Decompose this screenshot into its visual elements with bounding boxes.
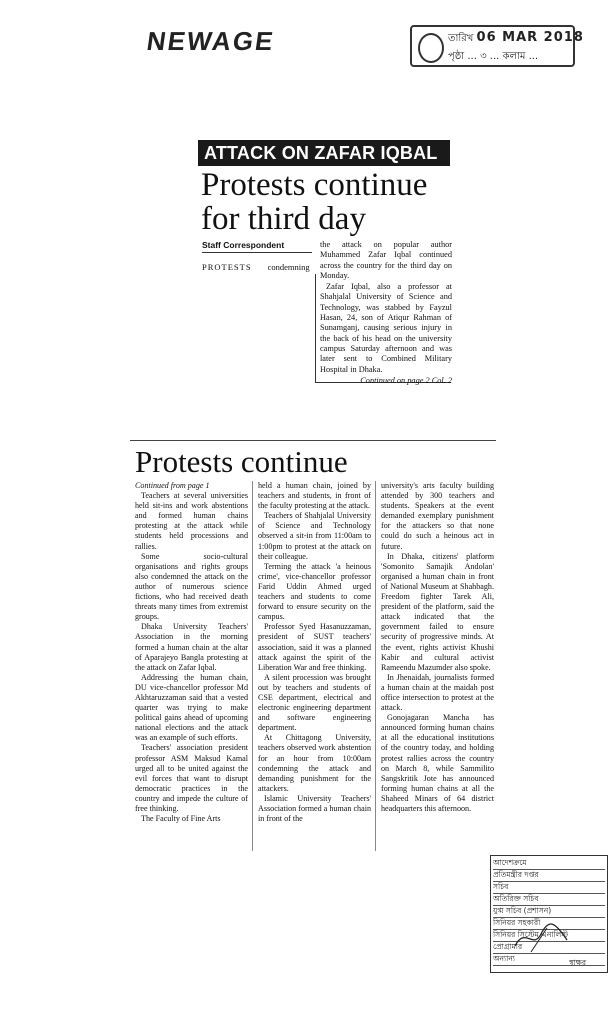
- article-paragraph: Islamic University Teachers' Association formed a human chain in front of the: [258, 793, 371, 824]
- slip-row: সিনিয়র সহকারী: [493, 917, 605, 930]
- article-paragraph: Addressing the human chain, DU vice-chancellor professor Md Akhtaruzzaman said that a vested quarter was trying to make political gains ahead of upcoming national elections and the attack was an example of such efforts.: [135, 672, 248, 743]
- article-paragraph: university's arts faculty building attended by 300 teachers and students. Speakers at the event demanded exemplary punishment for the attackers so that none could do such a heinous act in future.: [381, 481, 494, 551]
- article-paragraph: the attack on popular author Muhammed Zafar Iqbal continued across the country for the third day on Monday.: [320, 240, 452, 280]
- lead-caps: PROTESTS: [202, 262, 252, 272]
- newspaper-masthead: NEWAGE: [144, 26, 277, 56]
- article-paragraph: Some socio-cultural organisations and rights groups also condemned the attack on the author of numerous science fictions, who had received death threats many times from extremist groups.: [135, 551, 248, 622]
- article-clipping-front-page: [198, 140, 456, 390]
- article-column-3: [381, 481, 494, 814]
- column-divider: [315, 274, 316, 382]
- stamp-date: 06 MAR 2018: [476, 30, 584, 45]
- article-paragraph: Teachers of Shahjalal University of Science and Technology observed a sit-in from 11:00am to 1:00pm to protest at the attack on their colleague.: [258, 511, 371, 561]
- stamp-date-label: তারিখ: [448, 33, 474, 44]
- column-divider: [375, 481, 376, 851]
- article-column-1: [135, 481, 248, 824]
- article-clipping-continuation: [130, 440, 496, 856]
- column-divider: [252, 481, 253, 851]
- routing-slip: [490, 855, 608, 973]
- continued-from-note: Continued from page 1: [135, 481, 210, 490]
- article-paragraph: A silent procession was brought out by teachers and students of CSE department, electrical and electronic engineering department and software engineering department.: [258, 672, 371, 733]
- article-column-2: [258, 481, 371, 824]
- slip-footer: স্বাক্ষর: [569, 958, 586, 967]
- date-stamp: [410, 25, 584, 67]
- article-paragraph: Teachers at several universities held sit-ins and work abstentions and formed human chains protesting at the attack while students held processions and rallies.: [135, 491, 248, 551]
- article-paragraph: Gonojagaran Mancha has announced forming human chains at all the educational institutions of the country today, and holding protest rallies across the country on March 8, while Sammilito Sangskritik Jote has announced forming human chains at all the Shaheed Minars of 64 district headquarters this afternoon.: [381, 713, 494, 813]
- article-paragraph: Teachers' association president professor ASM Maksud Kamal urged all to be united against the evil forces that want to disrupt democratic practices in the country and impede the culture of free thinking.: [135, 743, 248, 813]
- article-paragraph: In Dhaka, citizens' platform 'Somonito Samajik Andolan' organised a human chain in front of National Museum at Shahbagh. Freedom fighter Tarek Ali, president of the platform, said the attack indicated that the government failed to ensure security of progressive minds. At the event, rights activist Khushi Kabir and cultural activist Rameendu Mazumder also spoke.: [381, 551, 494, 672]
- continued-note: Continued on page 2 Col. 2: [360, 375, 452, 385]
- slip-row: সিনিয়র সিস্টেম এনালিস্ট: [493, 929, 605, 942]
- article-paragraph: The Faculty of Fine Arts: [141, 814, 221, 824]
- continuation-headline: Protests continue: [135, 444, 348, 479]
- slip-row: আদেশক্রমে: [493, 857, 605, 870]
- handwritten-signature-icon: [511, 916, 571, 956]
- slip-row: প্রতিমন্ত্রীর দপ্তর: [493, 869, 605, 882]
- article-byline: Staff Correspondent: [202, 240, 285, 250]
- article-paragraph: In Jhenaidah, journalists formed a human chain at the maidah post office intersection to protest at the attack.: [381, 672, 494, 713]
- slip-row: অন্যান্য: [493, 953, 605, 966]
- slip-row: প্রোগ্রামার: [493, 941, 605, 954]
- stamp-page-column: পৃষ্ঠা ... ৩ ... কলাম ...: [448, 51, 539, 62]
- slip-row: যুগ্ম সচিব (প্রশাসন): [493, 905, 605, 918]
- slip-row: সচিব: [493, 881, 605, 894]
- byline-divider: [202, 252, 312, 253]
- article-paragraph: Professor Syed Hasanuzzaman, president of SUST teachers' association, said it was a planned attack against the spirit of the Liberation War and free thinking.: [258, 622, 371, 672]
- slip-row: অতিরিক্ত সচিব: [493, 893, 605, 906]
- article-column: [320, 240, 452, 387]
- article-lead: [202, 262, 310, 272]
- article-paragraph: Zafar Iqbal, also a professor at Shahjalal University of Science and Technology, was stabbed by Fayzul Hasan, 24, son of Atiqur Rahman of Sunamganj, causing serious injury in the back of his head on the university campus Saturday afternoon and was later sent to Combined Military Hospital in Dhaka.: [320, 282, 452, 374]
- article-paragraph: held a human chain, joined by teachers and students, in front of the faculty protesting at the attack.: [258, 481, 371, 511]
- article-paragraph: Terming the attack 'a heinous crime', vice-chancellor professor Farid Uddin Ahmed urged teachers and students to come forward to ensure security on the campus.: [258, 561, 371, 622]
- article-paragraph: At Chittagong University, teachers observed work abstention for an hour from 10:00am condemning the attack and demanding punishment for the attackers.: [258, 733, 371, 793]
- article-paragraph: Dhaka University Teachers' Association in the morning formed a human chain at the altar of Aparajeyo Bangla protesting at the attack on Zafar Iqbal.: [135, 622, 248, 672]
- stamp-circle-icon: [418, 33, 444, 63]
- article-kicker: ATTACK ON ZAFAR IQBAL: [198, 140, 450, 166]
- lead-rest: condemning: [267, 262, 310, 272]
- article-headline: Protests continue for third day: [201, 167, 428, 237]
